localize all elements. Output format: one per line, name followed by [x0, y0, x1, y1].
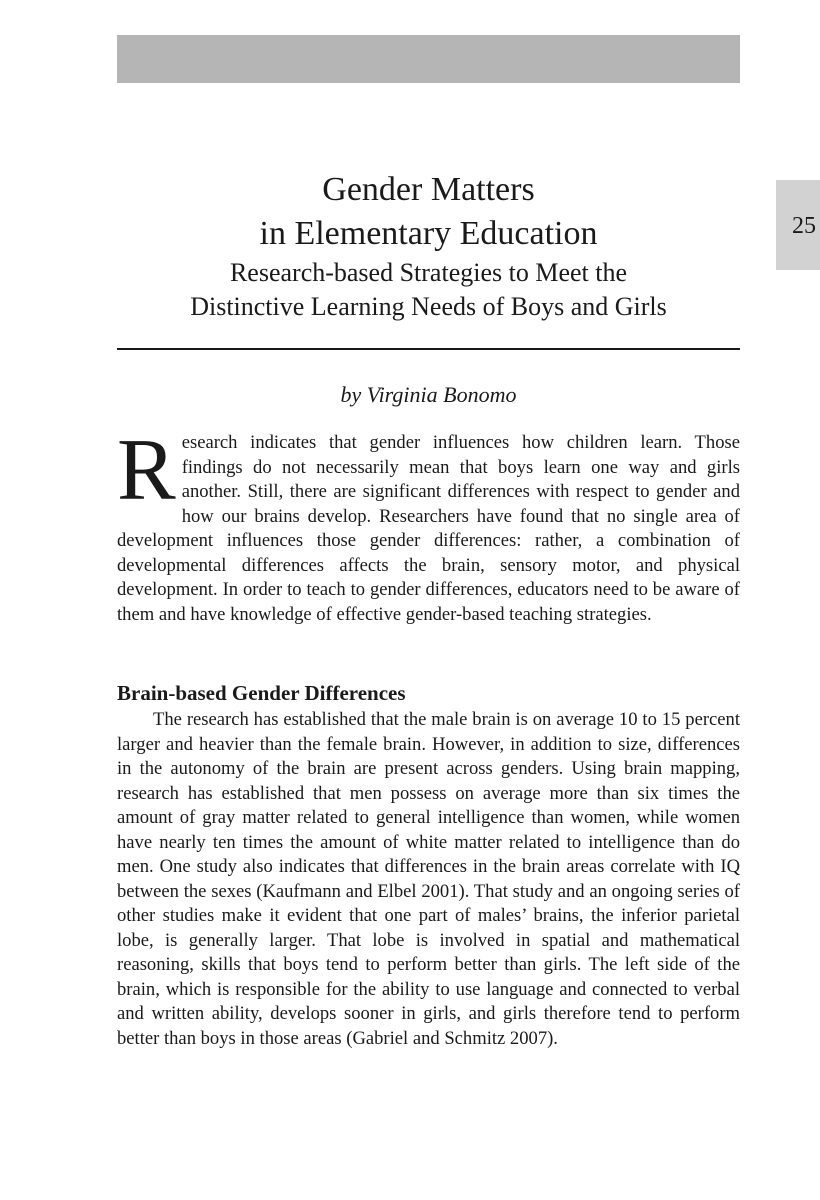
article-subtitle-line-2: Distinctive Learning Needs of Boys and Girls — [190, 292, 667, 321]
section-heading: Brain-based Gender Differences — [117, 681, 406, 705]
article-title-block — [117, 168, 740, 324]
intro-paragraph-text: esearch indicates that gender influences how children learn. Those findings do not necessarily mean that boys learn one way and girls another. Still, there are significant differences with respect to gender and how our brains develop. Researchers have found that no single area of development influences those gender differences: rather, a combination of developmental differences affects the brain, sensory motor, and physical development. In order to teach to gender differences, educators need to be aware of them and have knowledge of effective gender-based teaching strategies. — [117, 432, 740, 625]
section-paragraph: The research has established that the male brain is on average 10 to 15 percent larger and heavier than the female brain. However, in addition to size, differences in the autonomy of the brain are present across genders. Using brain mapping, research has established that men possess on average more than six times the amount of gray matter related to general intelligence than women, while women have nearly ten times the amount of white matter related to intelligence than do men. One study also indicates that differences in the brain areas correlate with IQ between the sexes (Kaufmann and Elbel 2001). That study and an ongoing series of other studies make it evident that one part of males’ brains, the inferior parietal lobe, is generally larger. That lobe is involved in spatial and mathematical reasoning, skills that boys tend to perform better than girls. The left side of the brain, which is responsible for the ability to use language and connected to verbal and written ability, develops sooner in girls, and girls therefore tend to perform better than boys in those areas (Gabriel and Schmitz 2007). — [117, 709, 740, 1049]
page-number: 25 — [792, 213, 816, 239]
article-title-line-1: Gender Matters — [322, 171, 535, 208]
article-subtitle-line-1: Research-based Strategies to Meet the — [229, 258, 628, 287]
drop-cap: R — [117, 422, 176, 519]
title-divider — [117, 348, 740, 350]
author-byline: by Virginia Bonomo — [340, 382, 517, 407]
running-header-bar — [117, 35, 740, 83]
article-title-line-2: in Elementary Education — [259, 215, 598, 252]
intro-paragraph — [117, 422, 740, 627]
